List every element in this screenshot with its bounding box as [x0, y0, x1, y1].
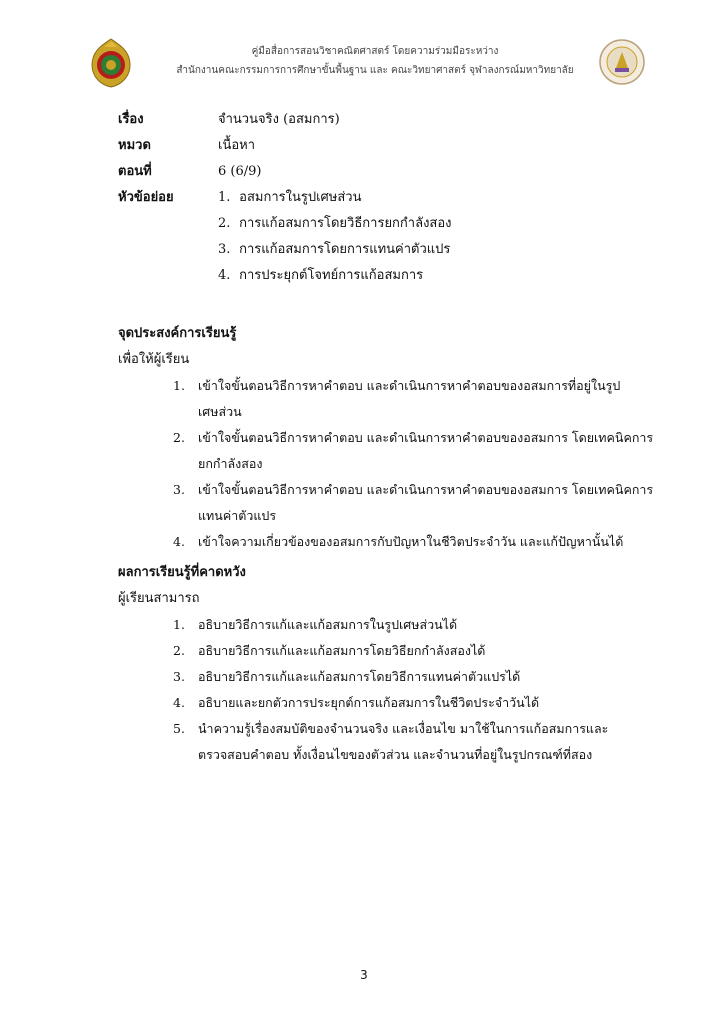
objective-item: 4. เข้าใจความเกี่ยวข้องของอสมการกับปัญหาในชีวิตประจำวัน และแก้ปัญหานั้นได้	[173, 534, 624, 549]
outcomes-intro: ผู้เรียนสามารถ	[118, 591, 200, 606]
meta-subtopic-row	[118, 237, 638, 263]
category-value: เนื้อหา	[218, 138, 256, 153]
category-label: หมวด	[118, 138, 151, 153]
document-header	[0, 0, 728, 100]
meta-episode-row	[118, 159, 638, 185]
subtopics-label: หัวข้อย่อย	[118, 190, 174, 205]
meta-subtopic-row	[118, 211, 638, 237]
subtopic-item: 1. อสมการในรูปเศษส่วน	[218, 190, 362, 205]
episode-value: 6 (6/9)	[218, 164, 262, 179]
outcome-item: 5. นำความรู้เรื่องสมบัติของจำนวนจริง และเงื่อนไข มาใช้ในการแก้อสมการและ ตรวจสอบคำตอบ ทั้งเงื่อนไขของตัวส่วน และจำนวนที่อยู่ในรูปกรณฑ์ที่สอง	[173, 721, 609, 762]
meta-subtopic-row	[118, 185, 638, 211]
page-number: 3	[360, 968, 368, 982]
objectives-section	[118, 321, 658, 555]
header-line-1: คู่มือสื่อการสอนวิชาคณิตศาสตร์ โดยความร่วมมือระหว่าง	[251, 46, 499, 57]
header-line-2: สำนักงานคณะกรรมการการศึกษาขั้นพื้นฐาน และ คณะวิทยาศาสตร์ จุฬาลงกรณ์มหาวิทยาลัย	[176, 65, 574, 76]
meta-category-row	[118, 133, 638, 159]
meta-topic-row	[118, 107, 638, 133]
subtopic-item: 4. การประยุกต์โจทย์การแก้อสมการ	[218, 268, 424, 283]
outcome-item: 3. อธิบายวิธีการแก้และแก้อสมการโดยวิธีการแทนค่าตัวแปรได้	[173, 669, 521, 684]
subtopic-item: 2. การแก้อสมการโดยวิธีการยกกำลังสอง	[218, 216, 452, 231]
objective-item: 2. เข้าใจขั้นตอนวิธีการหาคำตอบ และดำเนินการหาคำตอบของอสมการ โดยเทคนิคการ ยกกำลังสอง	[173, 430, 654, 471]
outcome-item: 2. อธิบายวิธีการแก้และแก้อสมการโดยวิธียกกำลังสองได้	[173, 643, 486, 658]
outcomes-section	[118, 560, 658, 768]
objective-item: 3. เข้าใจขั้นตอนวิธีการหาคำตอบ และดำเนินการหาคำตอบของอสมการ โดยเทคนิคการ แทนค่าตัวแปร	[173, 482, 654, 523]
episode-label: ตอนที่	[118, 164, 152, 179]
lesson-meta	[118, 107, 638, 289]
objectives-title: จุดประสงค์การเรียนรู้	[118, 326, 237, 341]
subtopic-item: 3. การแก้อสมการโดยการแทนค่าตัวแปร	[218, 242, 451, 257]
topic-label: เรื่อง	[118, 112, 144, 127]
objectives-intro: เพื่อให้ผู้เรียน	[118, 352, 190, 367]
outcomes-title: ผลการเรียนรู้ที่คาดหวัง	[118, 565, 246, 580]
outcome-item: 1. อธิบายวิธีการแก้และแก้อสมการในรูปเศษส่วนได้	[173, 617, 458, 632]
outcome-item: 4. อธิบายและยกตัวการประยุกต์การแก้อสมการในชีวิตประจำวันได้	[173, 695, 540, 710]
objective-item: 1. เข้าใจขั้นตอนวิธีการหาคำตอบ และดำเนินการหาคำตอบของอสมการที่อยู่ในรูป เศษส่วน	[173, 378, 621, 419]
chulalongkorn-seal	[598, 38, 646, 86]
topic-value: จำนวนจริง (อสมการ)	[218, 112, 340, 127]
meta-subtopic-row	[118, 263, 638, 289]
